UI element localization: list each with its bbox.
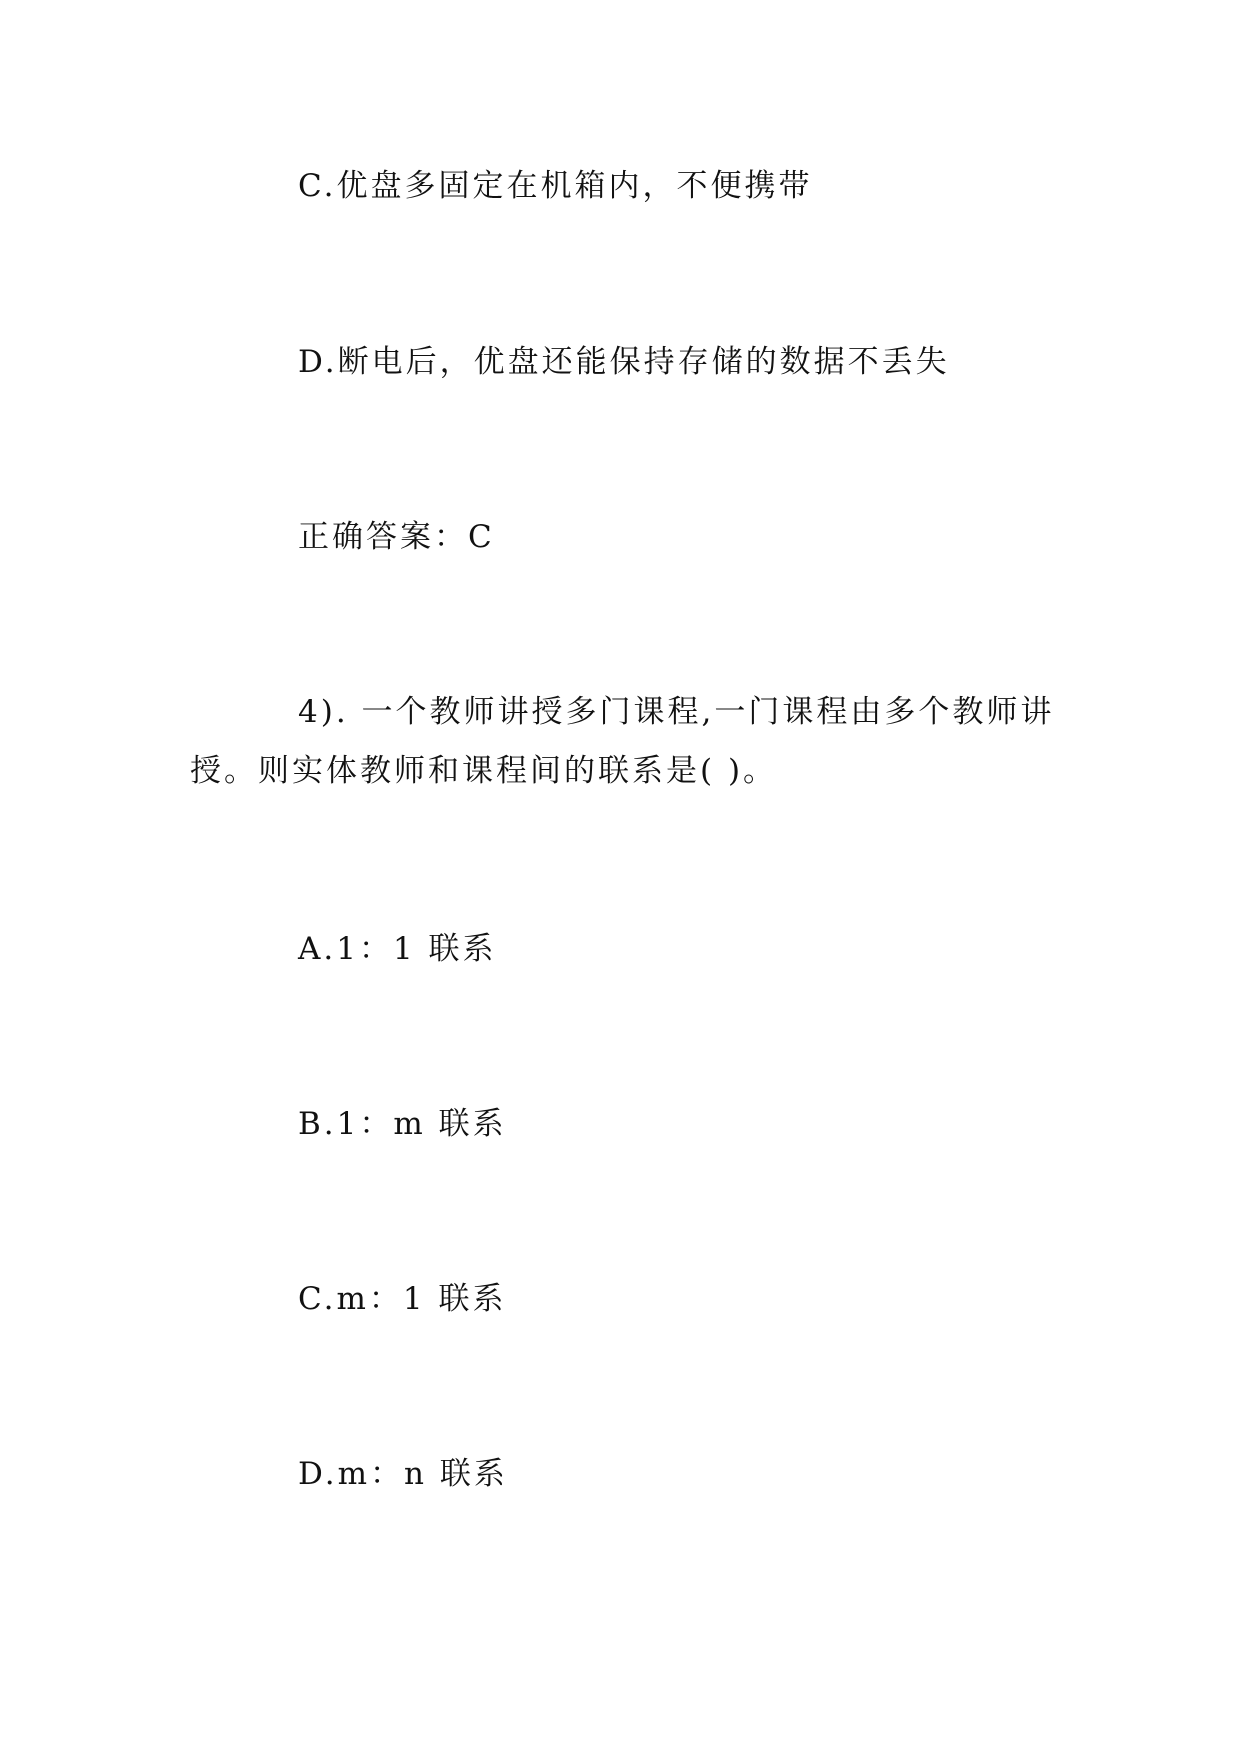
prev-option-c: C.优盘多固定在机箱内，不便携带 — [298, 168, 813, 204]
question-4-option-a: A.1：1 联系 — [298, 931, 497, 967]
question-4-option-d: D.m：n 联系 — [298, 1456, 508, 1492]
prev-answer: 正确答案：C — [298, 519, 495, 555]
question-4-text-line-1: 4). 一个教师讲授多门课程,一门课程由多个教师讲 — [298, 694, 1055, 730]
question-4-text-line-2: 授。则实体教师和课程间的联系是( )。 — [190, 753, 778, 789]
question-4-option-c: C.m：1 联系 — [298, 1281, 507, 1317]
question-4-option-b: B.1：m 联系 — [298, 1106, 507, 1142]
prev-option-d: D.断电后，优盘还能保持存储的数据不丢失 — [298, 344, 950, 380]
